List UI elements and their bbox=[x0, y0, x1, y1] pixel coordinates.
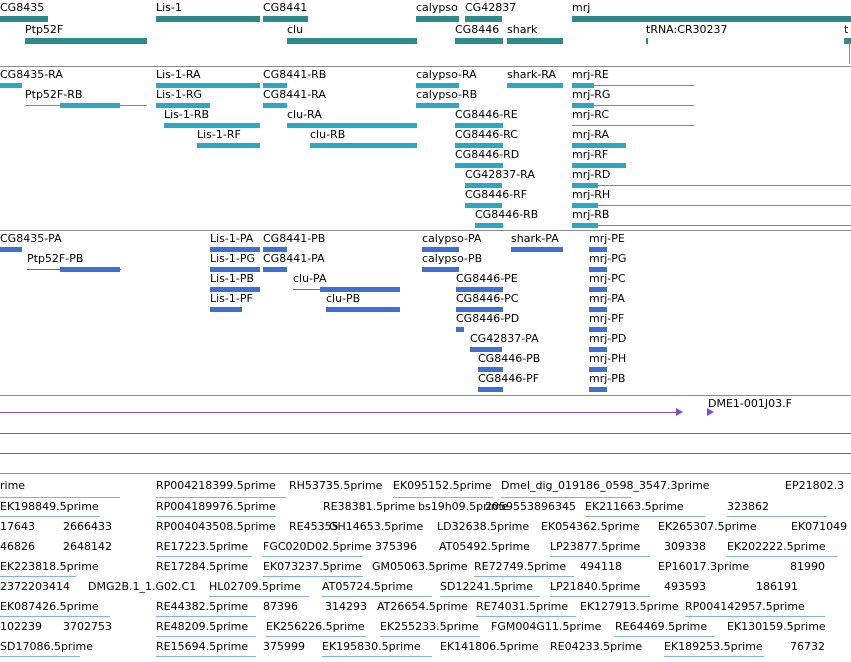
est-label[interactable]: EK202222.5prime bbox=[727, 540, 826, 553]
transcript-label[interactable]: calypso-RB bbox=[416, 88, 478, 101]
est-label[interactable]: 102239 bbox=[0, 620, 42, 633]
gene-feature[interactable] bbox=[156, 16, 260, 22]
transcript-label[interactable]: shark-RA bbox=[507, 68, 557, 81]
est-label[interactable]: RE04233.5prime bbox=[550, 640, 643, 653]
transcript-feature[interactable] bbox=[572, 125, 694, 126]
est-label[interactable]: RP004189976.5prime bbox=[156, 500, 276, 513]
transcript-label[interactable]: mrj-RD bbox=[572, 168, 611, 181]
gene-label[interactable]: t bbox=[844, 23, 849, 36]
est-label[interactable]: RE74031.5prime bbox=[476, 600, 569, 613]
est-label[interactable]: RE17223.5prime bbox=[156, 540, 249, 553]
est-label[interactable]: AT05724.5prime bbox=[322, 580, 413, 593]
gene-feature[interactable] bbox=[465, 16, 502, 22]
transcript-feature[interactable] bbox=[60, 103, 120, 108]
clone-feature[interactable] bbox=[0, 412, 680, 413]
transcript-label[interactable]: CG42837-RA bbox=[465, 168, 535, 181]
gene-label[interactable]: shark bbox=[507, 23, 538, 36]
transcript-label[interactable]: mrj-RA bbox=[572, 128, 609, 141]
protein-feature[interactable] bbox=[326, 307, 400, 312]
est-label[interactable]: 186191 bbox=[756, 580, 798, 593]
gene-label[interactable]: Ptp52F bbox=[25, 23, 64, 36]
protein-feature[interactable] bbox=[210, 307, 242, 312]
est-label[interactable]: EK095152.5prime bbox=[393, 479, 492, 492]
transcript-label[interactable]: CG8446-RF bbox=[465, 188, 528, 201]
protein-label[interactable]: CG8446-PF bbox=[478, 372, 540, 385]
est-feature[interactable] bbox=[263, 556, 363, 557]
protein-feature[interactable] bbox=[456, 327, 464, 332]
est-feature[interactable] bbox=[501, 497, 631, 498]
protein-feature[interactable] bbox=[589, 387, 607, 392]
protein-feature[interactable] bbox=[0, 247, 22, 252]
est-label[interactable]: 3702753 bbox=[63, 620, 112, 633]
transcript-label[interactable]: Ptp52F-RB bbox=[25, 88, 83, 101]
est-label[interactable]: 314293 bbox=[325, 600, 367, 613]
protein-label[interactable]: CG8441-PB bbox=[263, 232, 326, 245]
protein-feature[interactable] bbox=[263, 267, 287, 272]
est-label[interactable]: EK189253.5prime bbox=[664, 640, 763, 653]
est-label[interactable]: 2666433 bbox=[63, 520, 112, 533]
transcript-label[interactable]: Lis-1-RF bbox=[197, 128, 241, 141]
est-feature[interactable] bbox=[476, 616, 576, 617]
est-label[interactable]: RE48209.5prime bbox=[156, 620, 249, 633]
est-feature[interactable] bbox=[440, 596, 540, 597]
est-label[interactable]: GH14653.5prime bbox=[329, 520, 424, 533]
est-label[interactable]: 2372203414 bbox=[0, 580, 70, 593]
est-label[interactable]: 375999 bbox=[263, 640, 305, 653]
est-label[interactable]: EK127913.5prime bbox=[580, 600, 679, 613]
protein-label[interactable]: mrj-PA bbox=[589, 292, 625, 305]
transcript-label[interactable]: clu-RA bbox=[287, 108, 322, 121]
transcript-feature[interactable] bbox=[0, 83, 22, 88]
transcript-feature[interactable] bbox=[416, 103, 459, 108]
gene-feature[interactable] bbox=[455, 38, 503, 44]
protein-label[interactable]: Ptp52F-PB bbox=[27, 252, 84, 265]
track-divider bbox=[0, 230, 851, 231]
protein-label[interactable]: Lis-1-PB bbox=[210, 272, 255, 285]
gene-feature[interactable] bbox=[287, 38, 417, 44]
est-label[interactable]: LP21840.5prime bbox=[550, 580, 641, 593]
protein-label[interactable]: CG8446-PC bbox=[456, 292, 519, 305]
protein-label[interactable]: calypso-PA bbox=[422, 232, 482, 245]
gene-label[interactable]: CG8435 bbox=[0, 1, 45, 14]
est-feature[interactable] bbox=[550, 596, 650, 597]
transcript-label[interactable]: calypso-RA bbox=[416, 68, 477, 81]
est-label[interactable]: RE38381.5prime bbox=[323, 500, 416, 513]
est-label[interactable]: bs19h09.5prime bbox=[418, 500, 509, 513]
est-label[interactable]: 2059553896345 bbox=[485, 500, 576, 513]
protein-feature[interactable] bbox=[478, 387, 503, 392]
est-label[interactable]: LD32638.5prime bbox=[437, 520, 530, 533]
protein-feature[interactable] bbox=[60, 267, 120, 272]
est-feature[interactable] bbox=[0, 497, 120, 498]
arrow-right-icon bbox=[676, 408, 683, 416]
gene-label[interactable]: CG8441 bbox=[263, 1, 308, 14]
protein-label[interactable]: clu-PA bbox=[293, 272, 327, 285]
est-label[interactable]: 309338 bbox=[664, 540, 706, 553]
gene-feature[interactable] bbox=[646, 38, 648, 44]
transcript-label[interactable]: CG8435-RA bbox=[0, 68, 63, 81]
est-label[interactable]: RP004142957.5prime bbox=[685, 600, 805, 613]
est-label[interactable]: RP004043508.5prime bbox=[156, 520, 276, 533]
gene-feature[interactable] bbox=[25, 38, 147, 44]
est-label[interactable]: LP23877.5prime bbox=[550, 540, 641, 553]
est-label[interactable]: EK071049 bbox=[791, 520, 848, 533]
protein-label[interactable]: CG8446-PB bbox=[478, 352, 541, 365]
clone-feature[interactable] bbox=[0, 453, 851, 454]
gene-feature[interactable] bbox=[572, 16, 851, 22]
transcript-label[interactable]: CG8446-RC bbox=[455, 128, 518, 141]
est-label[interactable]: EK195830.5prime bbox=[322, 640, 421, 653]
est-label[interactable]: AT05492.5prime bbox=[439, 540, 530, 553]
transcript-label[interactable]: mrj-RB bbox=[572, 208, 610, 221]
transcript-label[interactable]: Lis-1-RB bbox=[164, 108, 210, 121]
est-feature[interactable] bbox=[664, 656, 764, 657]
est-feature[interactable] bbox=[585, 516, 705, 517]
est-feature[interactable] bbox=[156, 497, 286, 498]
est-label[interactable]: DMG2B.1_1.G02.C1 bbox=[88, 580, 197, 593]
est-feature[interactable] bbox=[474, 576, 574, 577]
est-label[interactable]: RE72749.5prime bbox=[474, 560, 567, 573]
transcript-feature[interactable] bbox=[263, 103, 287, 108]
est-label[interactable]: 494118 bbox=[580, 560, 622, 573]
protein-label[interactable]: Lis-1-PG bbox=[210, 252, 256, 265]
clone-feature[interactable] bbox=[0, 433, 851, 434]
transcript-label[interactable]: Lis-1-RA bbox=[156, 68, 201, 81]
protein-label[interactable]: CG8446-PD bbox=[456, 312, 520, 325]
transcript-label[interactable]: CG8441-RB bbox=[263, 68, 327, 81]
est-feature[interactable] bbox=[263, 576, 363, 577]
est-feature[interactable] bbox=[0, 656, 80, 657]
transcript-label[interactable]: mrj-RE bbox=[572, 68, 609, 81]
transcript-feature[interactable] bbox=[475, 223, 503, 228]
est-label[interactable]: EK255233.5prime bbox=[380, 620, 479, 633]
est-label[interactable]: EK211663.5prime bbox=[585, 500, 684, 513]
protein-label[interactable]: mrj-PD bbox=[589, 332, 627, 345]
est-label[interactable]: RP004218399.5prime bbox=[156, 479, 276, 492]
est-feature[interactable] bbox=[209, 596, 309, 597]
est-feature[interactable] bbox=[393, 497, 493, 498]
est-label[interactable]: FGM004G11.5prime bbox=[491, 620, 602, 633]
est-feature[interactable] bbox=[380, 636, 480, 637]
est-label[interactable]: EK256226.5prime bbox=[266, 620, 365, 633]
protein-label[interactable]: shark-PA bbox=[511, 232, 559, 245]
est-feature[interactable] bbox=[156, 556, 252, 557]
transcript-label[interactable]: mrj-RF bbox=[572, 148, 609, 161]
est-label[interactable]: EK073237.5prime bbox=[263, 560, 362, 573]
transcript-label[interactable]: mrj-RG bbox=[572, 88, 611, 101]
est-feature[interactable] bbox=[0, 576, 76, 577]
arrow-right-icon bbox=[707, 408, 714, 416]
est-label[interactable]: 87396 bbox=[263, 600, 298, 613]
protein-label[interactable]: Lis-1-PA bbox=[210, 232, 254, 245]
gene-feature[interactable] bbox=[416, 16, 459, 22]
transcript-label[interactable]: clu-RB bbox=[310, 128, 346, 141]
transcript-feature[interactable] bbox=[310, 143, 417, 148]
transcript-feature[interactable] bbox=[572, 205, 851, 206]
gene-label[interactable]: mrj bbox=[572, 1, 591, 14]
est-feature[interactable] bbox=[0, 616, 110, 617]
est-label[interactable]: SD17086.5prime bbox=[0, 640, 93, 653]
est-label[interactable]: rime bbox=[0, 479, 26, 492]
gene-feature[interactable] bbox=[0, 16, 48, 22]
protein-feature[interactable] bbox=[422, 267, 459, 272]
est-label[interactable]: EK265307.5prime bbox=[658, 520, 757, 533]
est-feature[interactable] bbox=[615, 636, 715, 637]
est-label[interactable]: EK087426.5prime bbox=[0, 600, 99, 613]
est-label[interactable]: RH53735.5prime bbox=[289, 479, 383, 492]
est-feature[interactable] bbox=[266, 636, 366, 637]
est-label[interactable]: EP21802.3 bbox=[785, 479, 845, 492]
est-label[interactable]: EK223818.5prime bbox=[0, 560, 99, 573]
est-feature[interactable] bbox=[685, 616, 825, 617]
protein-label[interactable]: CG42837-PA bbox=[470, 332, 539, 345]
transcript-label[interactable]: CG8446-RB bbox=[475, 208, 539, 221]
est-label[interactable]: RE44382.5prime bbox=[156, 600, 249, 613]
transcript-label[interactable]: CG8441-RA bbox=[263, 88, 326, 101]
est-label[interactable]: RE45355 bbox=[289, 520, 339, 533]
est-label[interactable]: HL02709.5prime bbox=[209, 580, 301, 593]
gene-label[interactable]: CG8446 bbox=[455, 23, 500, 36]
transcript-label[interactable]: mrj-RC bbox=[572, 108, 610, 121]
est-label[interactable]: 2648142 bbox=[63, 540, 112, 553]
transcript-feature[interactable] bbox=[572, 185, 851, 186]
est-feature[interactable] bbox=[727, 516, 827, 517]
protein-label[interactable]: CG8446-PE bbox=[456, 272, 518, 285]
est-label[interactable]: 81990 bbox=[790, 560, 825, 573]
gene-feature[interactable] bbox=[507, 38, 563, 44]
est-label[interactable]: 323862 bbox=[727, 500, 769, 513]
gene-feature[interactable] bbox=[263, 16, 308, 22]
est-feature[interactable] bbox=[156, 516, 276, 517]
protein-label[interactable]: mrj-PB bbox=[589, 372, 626, 385]
est-feature[interactable] bbox=[156, 656, 256, 657]
est-feature[interactable] bbox=[550, 556, 650, 557]
gene-label[interactable]: CG42837 bbox=[465, 1, 517, 14]
transcript-label[interactable]: CG8446-RD bbox=[455, 148, 520, 161]
est-label[interactable]: 17643 bbox=[0, 520, 35, 533]
protein-label[interactable]: Lis-1-PF bbox=[210, 292, 253, 305]
est-label[interactable]: 76732 bbox=[790, 640, 825, 653]
est-label[interactable]: SD12241.5prime bbox=[440, 580, 533, 593]
est-label[interactable]: 46826 bbox=[0, 540, 35, 553]
est-label[interactable]: EK054362.5prime bbox=[541, 520, 640, 533]
est-feature[interactable] bbox=[0, 516, 100, 517]
est-label[interactable]: RE15694.5prime bbox=[156, 640, 249, 653]
gene-label[interactable]: Lis-1 bbox=[156, 1, 182, 14]
protein-label[interactable]: mrj-PG bbox=[589, 252, 627, 265]
transcript-feature[interactable] bbox=[287, 123, 417, 128]
protein-label[interactable]: mrj-PF bbox=[589, 312, 625, 325]
est-label[interactable]: EK198849.5prime bbox=[0, 500, 99, 513]
gene-label[interactable]: calypso bbox=[416, 1, 458, 14]
est-feature[interactable] bbox=[156, 636, 256, 637]
transcript-label[interactable]: mrj-RH bbox=[572, 188, 611, 201]
est-label[interactable]: GM05063.5prime bbox=[372, 560, 468, 573]
transcript-feature[interactable] bbox=[572, 225, 851, 226]
est-label[interactable]: EK130159.5prime bbox=[727, 620, 826, 633]
est-label[interactable]: Dmel_dig_019186_0598_3547.3prime bbox=[501, 479, 710, 492]
protein-label[interactable]: calypso-PB bbox=[422, 252, 483, 265]
est-feature[interactable] bbox=[322, 656, 432, 657]
est-label[interactable]: RE17284.5prime bbox=[156, 560, 249, 573]
est-label[interactable]: EK141806.5prime bbox=[440, 640, 539, 653]
track-divider bbox=[0, 473, 851, 474]
transcript-feature[interactable] bbox=[572, 223, 598, 228]
est-feature[interactable] bbox=[727, 556, 837, 557]
est-label[interactable]: 493593 bbox=[664, 580, 706, 593]
est-feature[interactable] bbox=[322, 596, 432, 597]
track-divider bbox=[849, 42, 850, 64]
protein-label[interactable]: clu-PB bbox=[326, 292, 361, 305]
protein-label[interactable]: CG8441-PA bbox=[263, 252, 325, 265]
est-label[interactable]: FGC020D02.5prime bbox=[263, 540, 372, 553]
protein-label[interactable]: mrj-PH bbox=[589, 352, 627, 365]
transcript-feature[interactable] bbox=[197, 143, 260, 148]
track-divider bbox=[0, 395, 851, 396]
gene-label[interactable]: tRNA:CR30237 bbox=[646, 23, 728, 36]
est-label[interactable]: EP16017.3prime bbox=[658, 560, 750, 573]
track-divider bbox=[0, 66, 851, 67]
est-feature[interactable] bbox=[156, 616, 256, 617]
protein-label[interactable]: mrj-PE bbox=[589, 232, 625, 245]
est-label[interactable]: AT26654.5prime bbox=[377, 600, 468, 613]
clone-label[interactable]: DME1-001J03.F bbox=[708, 397, 792, 410]
gene-label[interactable]: clu bbox=[287, 23, 304, 36]
transcript-feature[interactable] bbox=[507, 83, 563, 88]
est-label[interactable]: 375396 bbox=[375, 540, 417, 553]
protein-feature[interactable] bbox=[511, 247, 563, 252]
protein-label[interactable]: mrj-PC bbox=[589, 272, 626, 285]
transcript-label[interactable]: CG8446-RE bbox=[455, 108, 518, 121]
est-label[interactable]: RE64469.5prime bbox=[615, 620, 708, 633]
transcript-label[interactable]: Lis-1-RG bbox=[156, 88, 203, 101]
protein-label[interactable]: CG8435-PA bbox=[0, 232, 62, 245]
